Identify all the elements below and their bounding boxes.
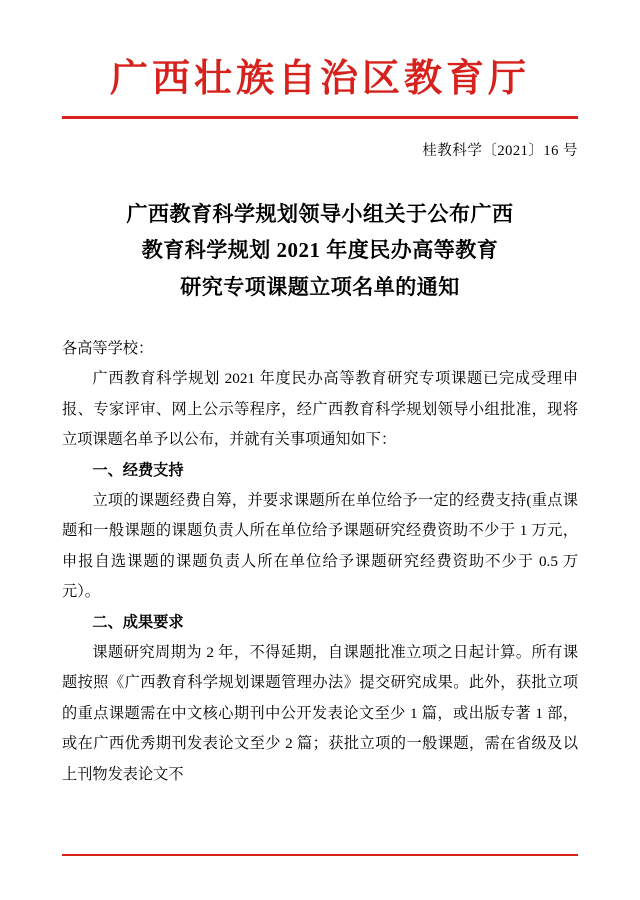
- document-title-line-2: 教育科学规划 2021 年度民办高等教育: [141, 238, 499, 263]
- body-paragraph: 广西教育科学规划 2021 年度民办高等教育研究专项课题已完成受理申报、专家评审、网上公示等程序，经广西教育科学规划领导小组批准，现将立项课题名单予以公布，并就有关事项通知如下：: [62, 370, 578, 449]
- body-paragraph: 课题研究周期为 2 年，不得延期，自课题批准立项之日起计算。所有课题按照《广西教育科学规划课题管理办法》提交研究成果。此外，获批立项的重点课题需在中文核心期刊中公开发表论文至少 1 篇，或出版专著 1 部，或在广西优秀期刊发表论文至少 2 篇；获批立项的一般课题，需在省级及以上刊物发表论文不: [62, 644, 578, 783]
- document-number: 桂教科学〔2021〕16 号: [422, 142, 578, 159]
- masthead: [62, 0, 578, 119]
- section-heading: 一、经费支持: [92, 461, 184, 479]
- document-body: [62, 334, 578, 790]
- document-title-line-3: 研究专项课题立项名单的通知: [180, 275, 460, 300]
- masthead-title: 广西壮族自治区教育厅: [109, 58, 530, 100]
- document-title: [62, 196, 578, 306]
- document-title-line-1: 广西教育科学规划领导小组关于公布广西: [126, 201, 514, 226]
- section-heading: 二、成果要求: [92, 613, 184, 631]
- body-paragraph: 立项的课题经费自筹，并要求课题所在单位给予一定的经费支持(重点课题和一般课题的课题负责人所在单位给予课题研究经费资助不少于 1 万元，申报自选课题的课题负责人所在单位给予课题研究经费资助不少于 0.5 万元）。: [62, 491, 578, 601]
- masthead-divider: [62, 116, 578, 119]
- footer-divider: [62, 854, 578, 856]
- salutation: 各高等学校：: [62, 339, 154, 357]
